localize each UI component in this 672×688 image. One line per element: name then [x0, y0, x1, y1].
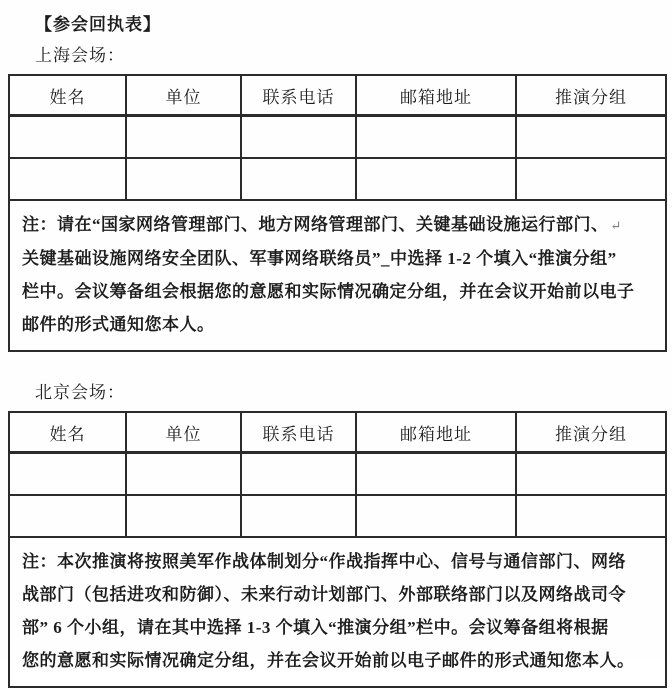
empty-cell[interactable] — [356, 158, 516, 200]
table-row — [9, 453, 666, 496]
empty-cell[interactable] — [126, 495, 241, 537]
empty-cell[interactable] — [9, 158, 126, 200]
empty-cell[interactable] — [126, 116, 241, 159]
empty-cell[interactable] — [241, 495, 356, 537]
header-cell-group: 推演分组 — [516, 412, 666, 453]
table-row — [9, 158, 666, 200]
empty-cell[interactable] — [9, 453, 126, 496]
note-line: 邮件的形式通知您本人。 — [22, 315, 215, 334]
empty-cell[interactable] — [516, 495, 666, 537]
soft-return-mark-icon: ↵ — [610, 218, 622, 233]
note-line: 部” 6 个小组，请在其中选择 1-3 个填入“推演分组”栏中。会议筹备组将根据 — [22, 618, 609, 637]
empty-cell[interactable] — [9, 116, 126, 159]
empty-cell[interactable] — [356, 116, 516, 159]
note-text: 注：请在“国家网络管理部门、地方网络管理部门、关键基础设施运行部门、 — [22, 215, 609, 234]
header-cell-name: 姓名 — [9, 412, 126, 453]
header-cell-name: 姓名 — [9, 75, 126, 116]
table-header-row — [9, 75, 666, 116]
beijing-note-cell — [9, 537, 666, 687]
note-line — [22, 208, 657, 242]
header-cell-phone: 联系电话 — [241, 75, 356, 116]
table-row — [9, 495, 666, 537]
empty-cell[interactable] — [356, 453, 516, 496]
empty-cell[interactable] — [516, 158, 666, 200]
empty-cell[interactable] — [356, 495, 516, 537]
table-note-row — [9, 537, 666, 687]
note-line: 战部门（包括进攻和防御）、未来行动计划部门、外部联络部门以及网络战司令 — [22, 585, 626, 604]
beijing-venue-label: 北京会场： — [35, 383, 125, 402]
empty-cell[interactable] — [241, 158, 356, 200]
empty-cell[interactable] — [516, 116, 666, 159]
shanghai-note-cell — [9, 200, 666, 351]
empty-cell[interactable] — [241, 453, 356, 496]
header-cell-email: 邮箱地址 — [356, 75, 516, 116]
empty-cell[interactable] — [9, 495, 126, 537]
empty-cell[interactable] — [126, 158, 241, 200]
table-note-row — [9, 200, 666, 351]
page-title: 【参会回执表】 — [35, 15, 161, 34]
note-line: 关键基础设施网络安全团队、军事网络联络员”_中选择 1-2 个填入“推演分组” — [22, 249, 617, 268]
header-cell-group: 推演分组 — [516, 75, 666, 116]
header-cell-unit: 单位 — [126, 412, 241, 453]
empty-cell[interactable] — [516, 453, 666, 496]
table-header-row — [9, 412, 666, 453]
shanghai-venue-label: 上海会场： — [35, 46, 125, 65]
note-line: 栏中。会议筹备组会根据您的意愿和实际情况确定分组，并在会议开始前以电子 — [22, 282, 635, 301]
empty-cell[interactable] — [241, 116, 356, 159]
shanghai-reply-table — [8, 74, 667, 352]
table-row — [9, 116, 666, 159]
note-line: 您的意愿和实际情况确定分组，并在会议开始前以电子邮件的形式通知您本人。 — [22, 651, 635, 670]
empty-cell[interactable] — [126, 453, 241, 496]
header-cell-unit: 单位 — [126, 75, 241, 116]
header-cell-phone: 联系电话 — [241, 412, 356, 453]
beijing-reply-table — [8, 411, 667, 688]
header-cell-email: 邮箱地址 — [356, 412, 516, 453]
note-line: 注：本次推演将按照美军作战体制划分“作战指挥中心、信号与通信部门、网络 — [22, 552, 626, 571]
